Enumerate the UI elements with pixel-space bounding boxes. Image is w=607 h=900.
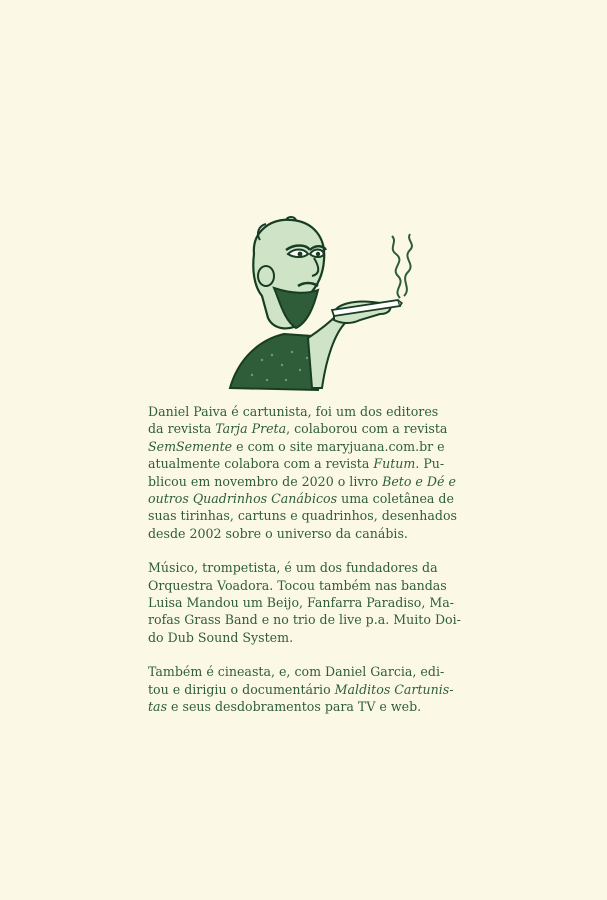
shirt-shape <box>230 334 320 390</box>
bio-text: Daniel Paiva é cartunista, foi um dos editores <box>148 404 439 419</box>
author-bio <box>148 403 468 733</box>
bio-text: , colaborou com a revista <box>286 421 448 437</box>
bio-line <box>148 490 468 507</box>
bio-line <box>148 611 468 628</box>
bio-line <box>148 594 468 611</box>
bio-italic-text: Tarja Preta <box>215 421 287 437</box>
bio-italic-text: outros Quadrinhos Canábicos <box>148 491 338 507</box>
bio-text: tou e dirigiu o documentário <box>148 681 335 697</box>
bio-italic-text: Beto e Dé e <box>382 473 456 489</box>
bio-line <box>148 681 468 698</box>
bio-line <box>148 507 468 524</box>
bio-italic-text: Futum <box>373 456 416 472</box>
bio-paragraph-3 <box>148 663 468 715</box>
bio-line <box>148 403 468 420</box>
bio-italic-text: SemSemente <box>148 438 233 454</box>
smoke-shape <box>392 236 401 298</box>
bio-line <box>148 438 468 455</box>
bio-text: Luisa Mandou um Beijo, Fanfarra Paradiso, Ma- <box>148 595 455 611</box>
bio-text: uma coletânea de <box>337 491 454 507</box>
bio-paragraph-2 <box>148 559 468 646</box>
bio-line <box>148 559 468 576</box>
bio-text: suas tirinhas, cartuns e quadrinhos, desenhados <box>148 508 458 524</box>
bio-line <box>148 577 468 594</box>
bio-text: Também é cineasta, e, com Daniel Garcia, edi- <box>148 664 445 680</box>
bio-line <box>148 455 468 472</box>
bio-line <box>148 698 468 715</box>
bio-text: Orquestra Voadora. Tocou também nas bandas <box>148 577 447 593</box>
bio-line <box>148 525 468 542</box>
bio-text: desde 2002 sobre o universo da canábis. <box>148 525 408 541</box>
bio-text: blicou em novembro de 2020 o livro <box>148 473 383 489</box>
bio-line <box>148 629 468 646</box>
bio-paragraph-1 <box>148 403 468 542</box>
bio-italic-text: tas <box>148 699 168 715</box>
bio-line <box>148 473 468 490</box>
bio-text: do Dub Sound System. <box>148 629 294 645</box>
bio-text: rofas Grass Band e no trio de live p.a. Muito Doi- <box>148 612 461 628</box>
bio-text: e com o site maryjuana.com.br e <box>232 438 445 454</box>
ear-shape <box>258 266 274 286</box>
bio-line <box>148 663 468 680</box>
bio-text: . Pu- <box>415 456 445 472</box>
bio-line <box>148 420 468 437</box>
bio-text: e seus desdobramentos para TV e web. <box>167 699 422 715</box>
bio-italic-text: Malditos Cartunis- <box>334 681 454 697</box>
bio-text: da revista <box>148 421 216 437</box>
bio-text: atualmente colabora com a revista <box>148 456 374 472</box>
author-caricature-illustration <box>222 210 422 392</box>
bio-text: Músico, trompetista, é um dos fundadores da <box>148 560 438 576</box>
